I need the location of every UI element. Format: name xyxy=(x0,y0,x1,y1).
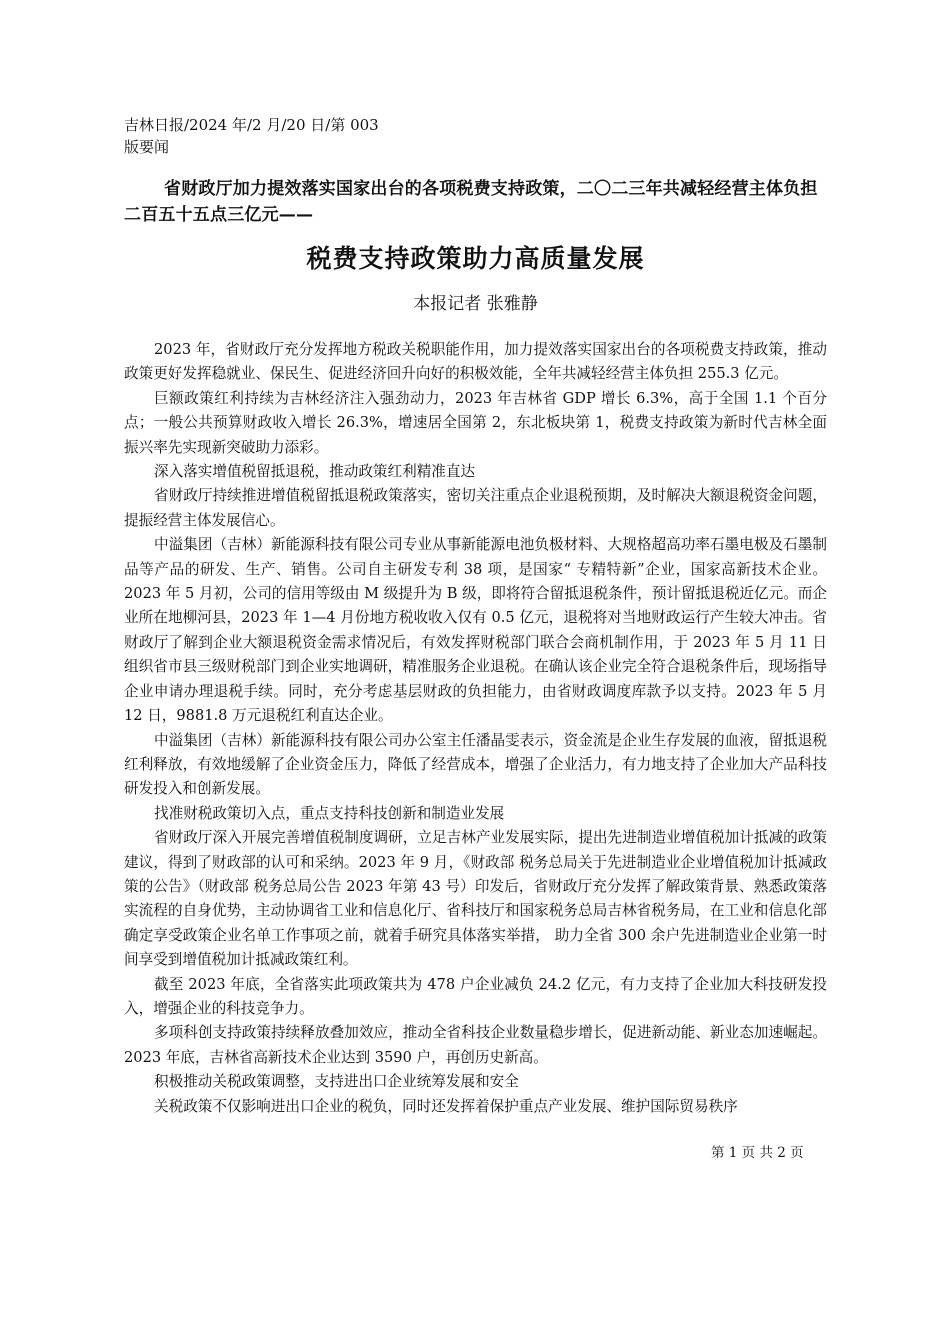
paragraph: 省财政厅持续推进增值税留抵退税政策落实，密切关注重点企业退税预期，及时解决大额退税资金问题，提振经营主体发展信心。 xyxy=(124,487,827,529)
paragraph: 截至 2023 年底，全省落实此项政策共为 478 户企业减负 24.2 亿元，有力支持了企业加大科技研发投入，增强企业的科技竞争力。 xyxy=(124,975,827,1017)
section-label: 版要闻 xyxy=(124,138,170,156)
section-heading: 找准财税政策切入点，重点支持科技创新和制造业发展 xyxy=(154,804,505,822)
article-subtitle: 省财政厅加力提效落实国家出台的各项税费支持政策，二〇二三年共减轻经营主体负担二百五十五点三亿元—— xyxy=(124,179,818,225)
document-page xyxy=(124,114,827,1119)
section-heading: 深入落实增值税留抵退税，推动政策红利精准直达 xyxy=(154,463,476,481)
section-heading: 积极推动关税政策调整，支持进出口企业统筹发展和安全 xyxy=(154,1073,519,1091)
article-title: 税费支持政策助力高质量发展 xyxy=(306,244,645,273)
article-body xyxy=(124,338,827,1119)
page-indicator: 第 1 页 共 2 页 xyxy=(711,1145,804,1161)
paragraph: 巨额政策红利持续为吉林经济注入强劲动力，2023 年吉林省 GDP 增长 6.3%，高于全国 1.1 个百分点；一般公共预算财政收入增长 26.3%，增速居全国第 2，东北板块第 1，税费支持政策为新时代吉林全面振兴率先实现新突破助力添彩。 xyxy=(124,389,827,456)
article-byline: 本报记者 张雅静 xyxy=(413,294,538,314)
paragraph: 中溢集团（吉林）新能源科技有限公司专业从事新能源电池负极材料、大规格超高功率石墨电极及石墨制品等产品的研发、生产、销售。公司自主研发专利 38 项，是国家“ 专精特新”企业，国家高新技术企业。2023 年 5 月初，公司的信用等级由 M 级提升为 B 级，即将符合留抵退税条件，预计留抵退税近亿元。而企业所在地柳河县，2023 年 1—4 月份地方税收收入仅有 0.5 亿元，退税将对当地财政运行产生较大冲击。省财政厅了解到企业大额退税资金需求情况后，有效发挥财税部门联合会商机制作用，于 2023 年 5 月 11 日组织省市县三级财税部门到企业实地调研，精准服务企业退税。在确认该企业完全符合退税条件后，现场指导企业申请办理退税手续。同时，充分考虑基层财政的负担能力，由省财政调度库款予以支持。2023 年 5 月 12 日，9881.8 万元退税红利直达企业。 xyxy=(124,536,827,725)
paragraph: 多项科创支持政策持续释放叠加效应，推动全省科技企业数量稳步增长，促进新动能、新业态加速崛起。2023 年底，吉林省高新技术企业达到 3590 户，再创历史新高。 xyxy=(124,1024,827,1066)
paragraph: 中溢集团（吉林）新能源科技有限公司办公室主任潘晶雯表示，资金流是企业生存发展的血液，留抵退税红利释放，有效地缓解了企业资金压力，降低了经营成本，增强了企业活力，有力地支持了企业加大产品科技研发投入和创新发展。 xyxy=(124,731,827,798)
paragraph: 省财政厅深入开展完善增值税制度调研，立足吉林产业发展实际，提出先进制造业增值税加计抵减的政策建议，得到了财政部的认可和采纳。2023 年 9 月，《财政部 税务总局关于先进制造业企业增值税加计抵减政策的公告》（财政部 税务总局公告 2023 年第 43 号）印发后，省财政厅充分发挥了解政策背景、熟悉政策落实流程的自身优势，主动协调省工业和信息化厅、省科技厅和国家税务总局吉林省税务局，在工业和信息化部确定享受政策企业名单工作事项之前，就着手研究具体落实举措， 助力全省 300 余户先进制造业企业第一时间享受到增值税加计抵减政策红利。 xyxy=(124,829,827,969)
paragraph: 2023 年，省财政厅充分发挥地方税政关税职能作用，加力提效落实国家出台的各项税费支持政策，推动政策更好发挥稳就业、保民生、促进经济回升向好的积极效能，全年共减轻经营主体负担 255.3 亿元。 xyxy=(124,341,827,383)
paragraph: 关税政策不仅影响进出口企业的税负，同时还发挥着保护重点产业发展、维护国际贸易秩序 xyxy=(154,1097,738,1115)
source-line: 吉林日报/2024 年/2 月/20 日/第 003 xyxy=(124,116,379,134)
